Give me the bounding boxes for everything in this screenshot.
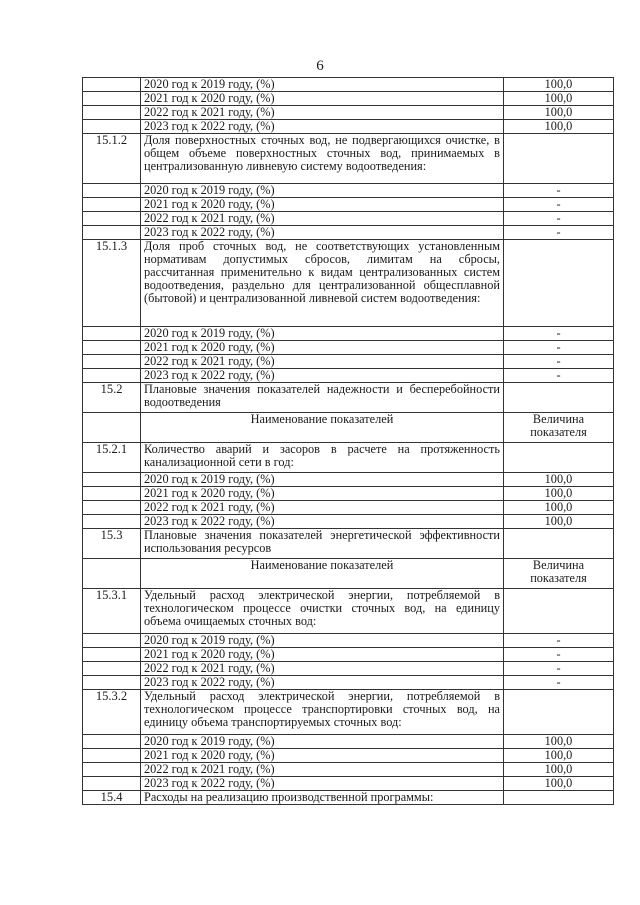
value-cell: 100,0 [504, 92, 614, 106]
value-cell: - [504, 355, 614, 369]
table-row [83, 120, 614, 134]
indicator-name-cell: 2022 год к 2021 году, (%) [141, 212, 504, 226]
indicators-table [82, 77, 614, 805]
value-cell: - [504, 327, 614, 341]
row-number-cell [83, 369, 141, 383]
row-number-cell [83, 763, 141, 777]
row-number-cell [83, 777, 141, 791]
value-cell: 100,0 [504, 78, 614, 92]
row-number-cell [83, 515, 141, 529]
indicator-name-cell: 2023 год к 2022 году, (%) [141, 369, 504, 383]
row-number-cell: 15.3.2 [83, 690, 141, 735]
row-number-cell: 15.1.2 [83, 134, 141, 184]
row-number-cell [83, 749, 141, 763]
row-number-cell [83, 413, 141, 443]
value-cell [504, 589, 614, 634]
section-title-cell: Плановые значения показателей надежности и бесперебойности водоотведения [141, 383, 504, 413]
table-row [83, 791, 614, 805]
table-row [83, 589, 614, 634]
row-number-cell [83, 341, 141, 355]
indicator-name-cell: 2021 год к 2020 году, (%) [141, 648, 504, 662]
table-row [83, 473, 614, 487]
value-cell [504, 134, 614, 184]
table-row [83, 443, 614, 473]
indicator-name-cell: 2023 год к 2022 году, (%) [141, 120, 504, 134]
row-number-cell: 15.3.1 [83, 589, 141, 634]
row-number-cell [83, 226, 141, 240]
row-number-cell [83, 355, 141, 369]
indicator-name-cell: Доля проб сточных вод, не соответствующих установленным нормативам допустимых сбросов, лимитам на сбросы, рассчитанная применительно к видам централизованных систем водоотведения, раздельно для централизованной общесплавной (бытовой) и централизованной ливневой систем водоотведения: [141, 240, 504, 327]
table-row [83, 226, 614, 240]
indicator-name-cell: 2023 год к 2022 году, (%) [141, 226, 504, 240]
table-row [83, 327, 614, 341]
table-row [83, 763, 614, 777]
value-cell: 100,0 [504, 501, 614, 515]
page-number: 6 [316, 58, 324, 74]
row-number-cell: 15.1.3 [83, 240, 141, 327]
indicator-name-cell: 2023 год к 2022 году, (%) [141, 676, 504, 690]
value-cell: - [504, 648, 614, 662]
value-cell [504, 443, 614, 473]
indicator-name-cell: 2022 год к 2021 году, (%) [141, 106, 504, 120]
row-number-cell: 15.4 [83, 791, 141, 805]
column-header-name: Наименование показателей [141, 559, 504, 589]
row-number-cell [83, 634, 141, 648]
table-header-row [83, 559, 614, 589]
value-cell: 100,0 [504, 735, 614, 749]
indicator-name-cell: 2021 год к 2020 году, (%) [141, 749, 504, 763]
row-number-cell [83, 501, 141, 515]
table-row [83, 501, 614, 515]
indicator-name-cell: 2020 год к 2019 году, (%) [141, 473, 504, 487]
row-number-cell [83, 120, 141, 134]
table-row [83, 383, 614, 413]
table-row [83, 341, 614, 355]
section-title-cell: Плановые значения показателей энергетической эффективности использования ресурсов [141, 529, 504, 559]
table-row [83, 198, 614, 212]
table-row [83, 92, 614, 106]
indicator-name-cell: Доля поверхностных сточных вод, не подвергающихся очистке, в общем объеме поверхностных сточных вод, принимаемых в централизованную ливневую систему водоотведения: [141, 134, 504, 184]
table-row [83, 369, 614, 383]
value-cell [504, 791, 614, 805]
table-header-row [83, 413, 614, 443]
row-number-cell [83, 212, 141, 226]
indicator-name-cell: 2020 год к 2019 году, (%) [141, 184, 504, 198]
indicator-name-cell: 2020 год к 2019 году, (%) [141, 634, 504, 648]
value-cell: - [504, 184, 614, 198]
indicator-name-cell: 2022 год к 2021 году, (%) [141, 355, 504, 369]
indicator-name-cell: 2021 год к 2020 году, (%) [141, 487, 504, 501]
value-cell [504, 240, 614, 327]
value-cell: - [504, 341, 614, 355]
indicator-name-cell: 2023 год к 2022 году, (%) [141, 777, 504, 791]
value-cell: - [504, 634, 614, 648]
table-row [83, 134, 614, 184]
indicator-name-cell: 2021 год к 2020 году, (%) [141, 341, 504, 355]
value-cell: 100,0 [504, 763, 614, 777]
row-number-cell [83, 184, 141, 198]
indicator-name-cell: 2020 год к 2019 году, (%) [141, 327, 504, 341]
value-cell [504, 529, 614, 559]
row-number-cell [83, 473, 141, 487]
table-row [83, 777, 614, 791]
value-cell: - [504, 662, 614, 676]
row-number-cell [83, 648, 141, 662]
value-cell: 100,0 [504, 120, 614, 134]
indicators-table-body [83, 78, 614, 805]
value-cell: - [504, 212, 614, 226]
column-header-name: Наименование показателей [141, 413, 504, 443]
indicator-name-cell: 2020 год к 2019 году, (%) [141, 78, 504, 92]
table-row [83, 515, 614, 529]
indicator-name-cell: 2022 год к 2021 году, (%) [141, 763, 504, 777]
row-number-cell [83, 676, 141, 690]
column-header-value: Величина показателя [504, 413, 614, 443]
row-number-cell [83, 78, 141, 92]
column-header-value: Величина показателя [504, 559, 614, 589]
row-number-cell [83, 735, 141, 749]
table-row [83, 634, 614, 648]
row-number-cell: 15.3 [83, 529, 141, 559]
value-cell: 100,0 [504, 487, 614, 501]
indicator-name-cell: Удельный расход электрической энергии, потребляемой в технологическом процессе транспортировки сточных вод, на единицу объема транспортируемых сточных вод: [141, 690, 504, 735]
table-row [83, 749, 614, 763]
row-number-cell: 15.2.1 [83, 443, 141, 473]
value-cell: - [504, 676, 614, 690]
row-number-cell: 15.2 [83, 383, 141, 413]
table-row [83, 106, 614, 120]
indicator-name-cell: 2021 год к 2020 году, (%) [141, 198, 504, 212]
indicator-name-cell: 2020 год к 2019 году, (%) [141, 735, 504, 749]
table-row [83, 648, 614, 662]
value-cell: - [504, 198, 614, 212]
indicator-name-cell: 2023 год к 2022 году, (%) [141, 515, 504, 529]
row-number-cell [83, 327, 141, 341]
indicator-name-cell: Расходы на реализацию производственной программы: [141, 791, 504, 805]
indicator-name-cell: Количество аварий и засоров в расчете на протяженность канализационной сети в год: [141, 443, 504, 473]
table-row [83, 529, 614, 559]
table-row [83, 240, 614, 327]
table-row [83, 355, 614, 369]
table-row [83, 690, 614, 735]
table-row [83, 735, 614, 749]
table-row [83, 184, 614, 198]
value-cell: 100,0 [504, 749, 614, 763]
value-cell: - [504, 369, 614, 383]
value-cell [504, 383, 614, 413]
indicator-name-cell: 2022 год к 2021 году, (%) [141, 662, 504, 676]
table-row [83, 487, 614, 501]
value-cell: - [504, 226, 614, 240]
table-row [83, 78, 614, 92]
row-number-cell [83, 559, 141, 589]
value-cell: 100,0 [504, 473, 614, 487]
row-number-cell [83, 106, 141, 120]
indicator-name-cell: Удельный расход электрической энергии, потребляемой в технологическом процессе очистки сточных вод, на единицу объема очищаемых сточных вод: [141, 589, 504, 634]
value-cell [504, 690, 614, 735]
row-number-cell [83, 662, 141, 676]
indicator-name-cell: 2021 год к 2020 году, (%) [141, 92, 504, 106]
value-cell: 100,0 [504, 777, 614, 791]
table-row [83, 212, 614, 226]
row-number-cell [83, 487, 141, 501]
row-number-cell [83, 92, 141, 106]
indicator-name-cell: 2022 год к 2021 году, (%) [141, 501, 504, 515]
row-number-cell [83, 198, 141, 212]
table-row [83, 676, 614, 690]
table-row [83, 662, 614, 676]
value-cell: 100,0 [504, 515, 614, 529]
value-cell: 100,0 [504, 106, 614, 120]
